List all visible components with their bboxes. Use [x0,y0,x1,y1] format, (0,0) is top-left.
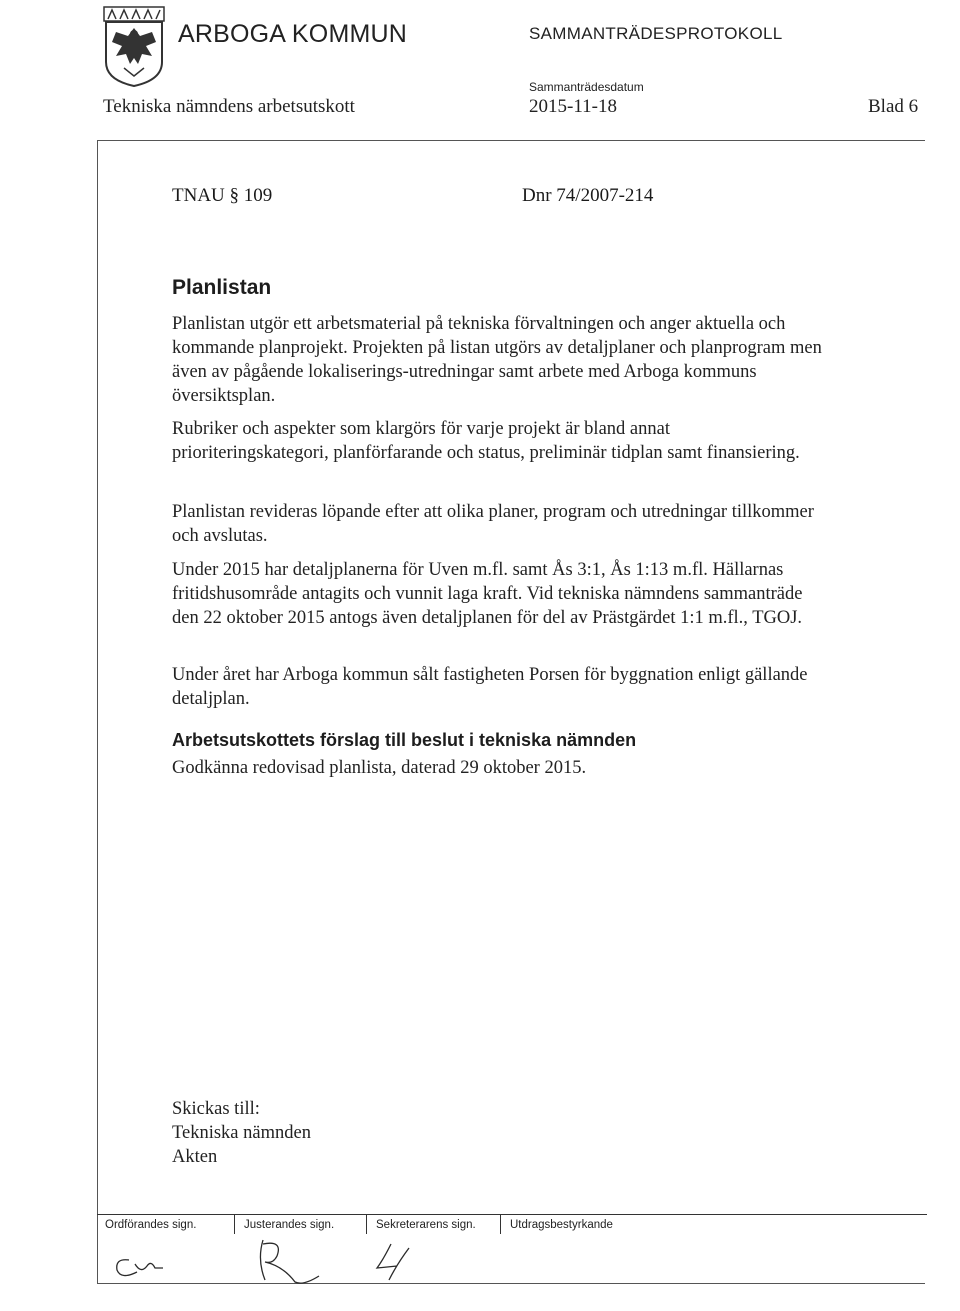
proposal-heading: Arbetsutskottets förslag till beslut i tekniska nämnden [172,730,637,750]
chair-signature [117,1260,163,1276]
chair-signature-label: Ordförandes sign. [105,1219,197,1231]
committee-name: Tekniska nämndens arbetsutskott [103,96,355,117]
body-paragraph: Under 2015 har detaljplanerna för Uven m.fl. samt Ås 3:1, Ås 1:13 m.fl. Hällarnas fritidshusområde antagits och vunnit laga kraft. Vid tekniska nämndens sammanträde den 22 oktober 2015 antogs även detaljplanen för del av Prästgärdet 1:1 m.fl., TGOJ. [172,560,803,628]
adjuster-signature-label: Justerandes sign. [244,1219,335,1231]
body-paragraph: Under året har Arboga kommun sålt fastigheten Porsen för byggnation enligt gällande detaljplan. [172,665,808,709]
document-type: SAMMANTRÄDESPROTOKOLL [529,24,783,43]
secretary-signature-label: Sekreterarens sign. [376,1219,476,1231]
secretary-signature [377,1244,409,1280]
organization-name: ARBOGA KOMMUN [178,20,408,48]
frame-top-border [97,140,925,141]
proposal-text: Godkänna redovisad planlista, daterad 29 oktober 2015. [172,758,587,778]
signature-strip-divider [97,1214,927,1215]
distribution-list [172,1097,311,1169]
handwritten-signatures [97,1230,497,1285]
signature-separator [500,1214,501,1234]
municipal-crest-logo [102,6,166,88]
body-paragraph: Planlistan revideras löpande efter att olika planer, program och utredningar tillkommer och avslutas. [172,502,814,546]
body-paragraph: Rubriker och aspekter som klargörs för varje projekt är bland annat prioriteringskategori, planförfarande och status, preliminär tidplan samt finansiering. [172,419,800,463]
paragraph-number: TNAU § 109 [172,185,273,206]
distribution-recipient: Akten [172,1147,218,1167]
distribution-label: Skickas till: [172,1099,260,1119]
frame-left-border [97,140,98,1284]
meeting-date: 2015-11-18 [529,96,617,117]
distribution-recipient: Tekniska nämnden [172,1123,311,1143]
sheet-number: Blad 6 [868,96,919,117]
item-title: Planlistan [172,276,272,299]
reference-number: Dnr 74/2007-214 [522,185,654,206]
crest-icon [102,6,166,88]
meeting-date-label: Sammanträdesdatum [529,80,644,94]
extract-certification-label: Utdragsbestyrkande [510,1219,613,1231]
adjuster-signature [260,1240,319,1283]
body-paragraph: Planlistan utgör ett arbetsmaterial på tekniska förvaltningen och anger aktuella och kommande planprojekt. Projekten på listan utgörs av detaljplaner och planprogram men även av pågående lokaliserings-utredningar samt arbete med Arboga kommuns översiktsplan. [172,314,822,406]
